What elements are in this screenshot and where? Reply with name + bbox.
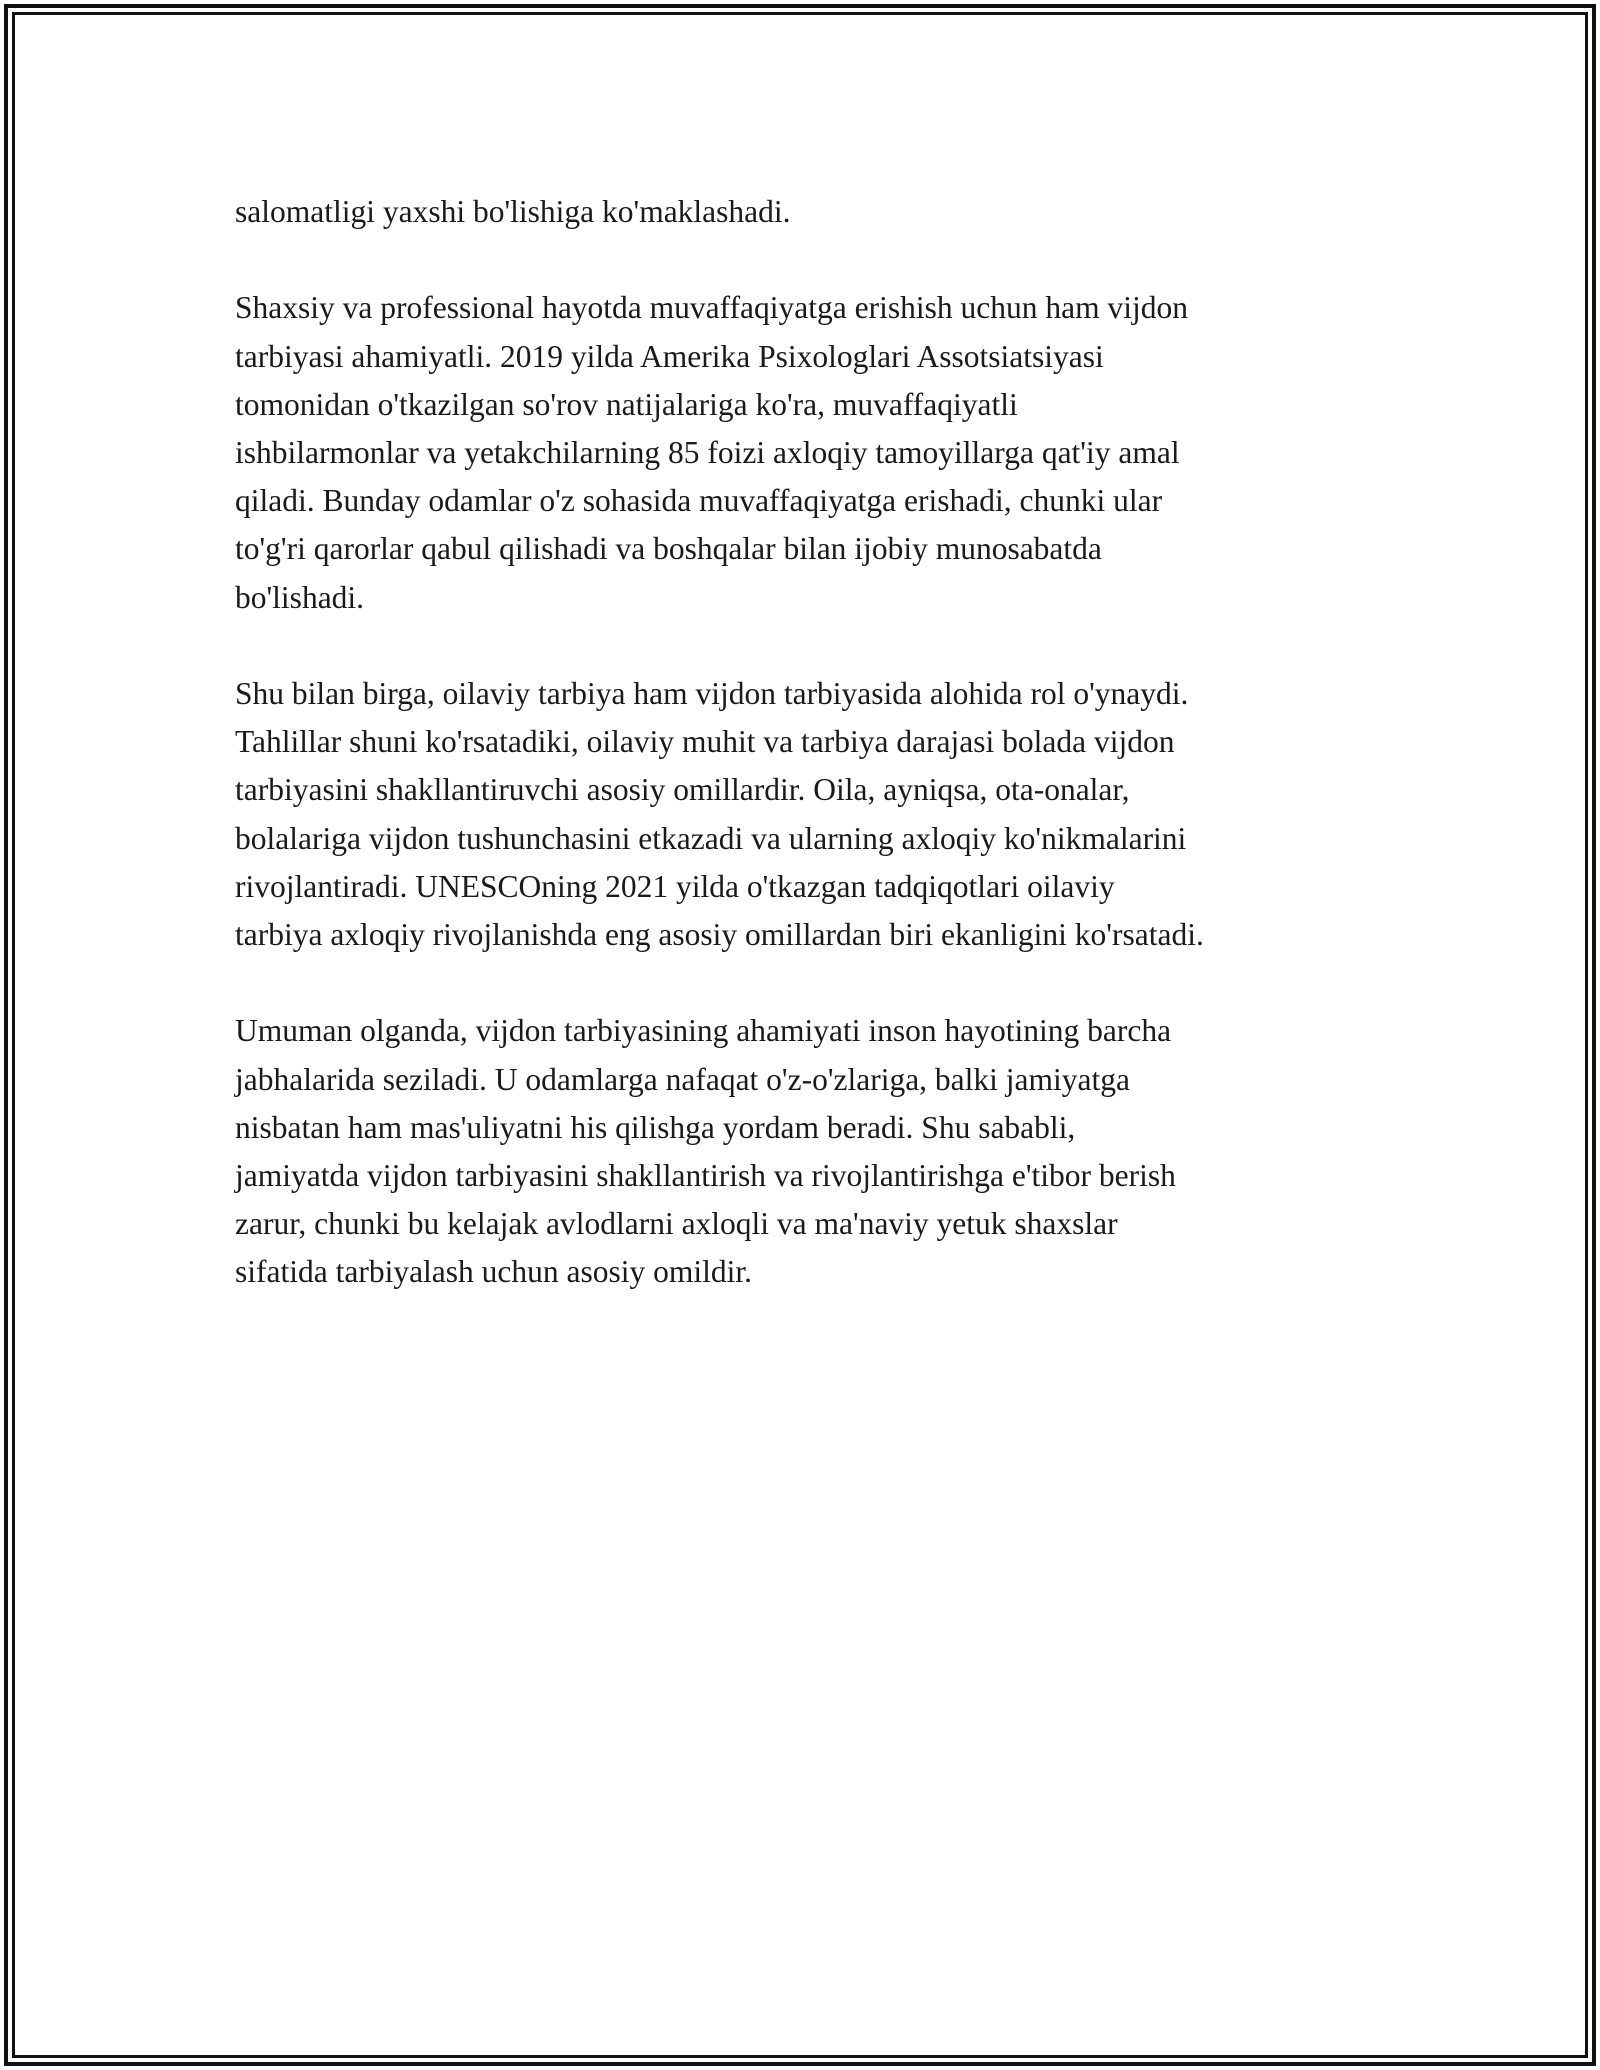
- text-line: bo'lishadi.: [235, 579, 365, 615]
- text-line: Shu bilan birga, oilaviy tarbiya ham vijdon tarbiyasida alohida rol o'ynaydi.: [235, 676, 1189, 711]
- text-line: Shaxsiy va professional hayotda muvaffaqiyatga erishish uchun ham vijdon: [235, 290, 1188, 326]
- text-line: ishbilarmonlar va yetakchilarning 85 foizi axloqiy tamoyillarga qat'iy amal: [235, 435, 1180, 470]
- text-line: zarur, chunki bu kelajak avlodlarni axloqli va ma'naviy yetuk shaxslar: [235, 1206, 1118, 1242]
- text-line: sifatida tarbiyalash uchun asosiy omildir.: [235, 1254, 753, 1290]
- text-line: rivojlantiradi. UNESCOning 2021 yilda o'tkazgan tadqiqotlari oilaviy: [235, 868, 1115, 904]
- text-line: jamiyatda vijdon tarbiyasini shakllantirish va rivojlantirishga e'tibor berish: [235, 1158, 1176, 1194]
- text-line: bolalariga vijdon tushunchasini etkazadi va ularning axloqiy ko'nikmalarini: [235, 820, 1187, 856]
- text-line: tarbiya axloqiy rivojlanishda eng asosiy omillardan biri ekanligini ko'rsatadi.: [235, 917, 1204, 953]
- paragraph-4: [235, 1007, 1395, 1296]
- text-line: jabhalarida seziladi. U odamlarga nafaqat o'z-o'zlariga, balki jamiyatga: [235, 1061, 1130, 1097]
- text-line: nisbatan ham mas'uliyatni his qilishga yordam beradi. Shu sababli,: [235, 1109, 1076, 1145]
- text-line: qiladi. Bunday odamlar o'z sohasida muvaffaqiyatga erishadi, chunki ular: [235, 483, 1163, 519]
- text-line: tarbiyasi ahamiyatli. 2019 yilda Amerika Psixologlari Assotsiatsiyasi: [235, 338, 1104, 374]
- text-line: Umuman olganda, vijdon tarbiyasining ahamiyati inson hayotining barcha: [235, 1013, 1172, 1049]
- text-line: to'g'ri qarorlar qabul qilishadi va boshqalar bilan ijobiy munosabatda: [235, 531, 1102, 567]
- document-body: [235, 188, 1395, 1345]
- text-line: Tahlillar shuni ko'rsatadiki, oilaviy muhit va tarbiya darajasi bolada vijdon: [235, 724, 1175, 760]
- text-line: salomatligi yaxshi bo'lishiga ko'maklashadi.: [235, 194, 791, 229]
- paragraph-3: [235, 670, 1395, 959]
- text-line: tarbiyasini shakllantiruvchi asosiy omillardir. Oila, ayniqsa, ota-onalar,: [235, 772, 1130, 808]
- text-line: tomonidan o'tkazilgan so'rov natijalariga ko'ra, muvaffaqiyatli: [235, 386, 1018, 422]
- paragraph-2: [235, 284, 1395, 621]
- paragraph-1: [235, 188, 1395, 236]
